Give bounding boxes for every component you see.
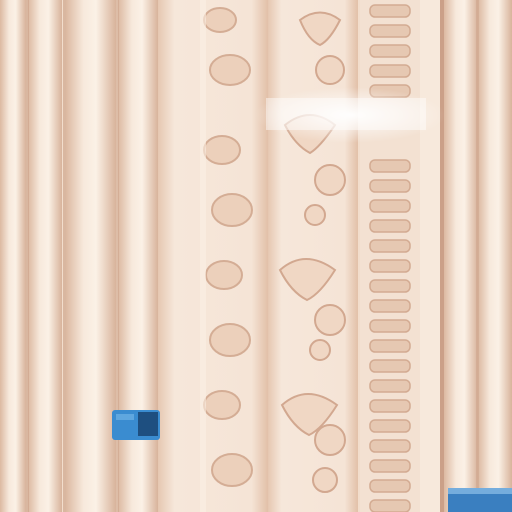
right-tubes bbox=[444, 0, 512, 512]
clip-icon bbox=[112, 410, 160, 440]
